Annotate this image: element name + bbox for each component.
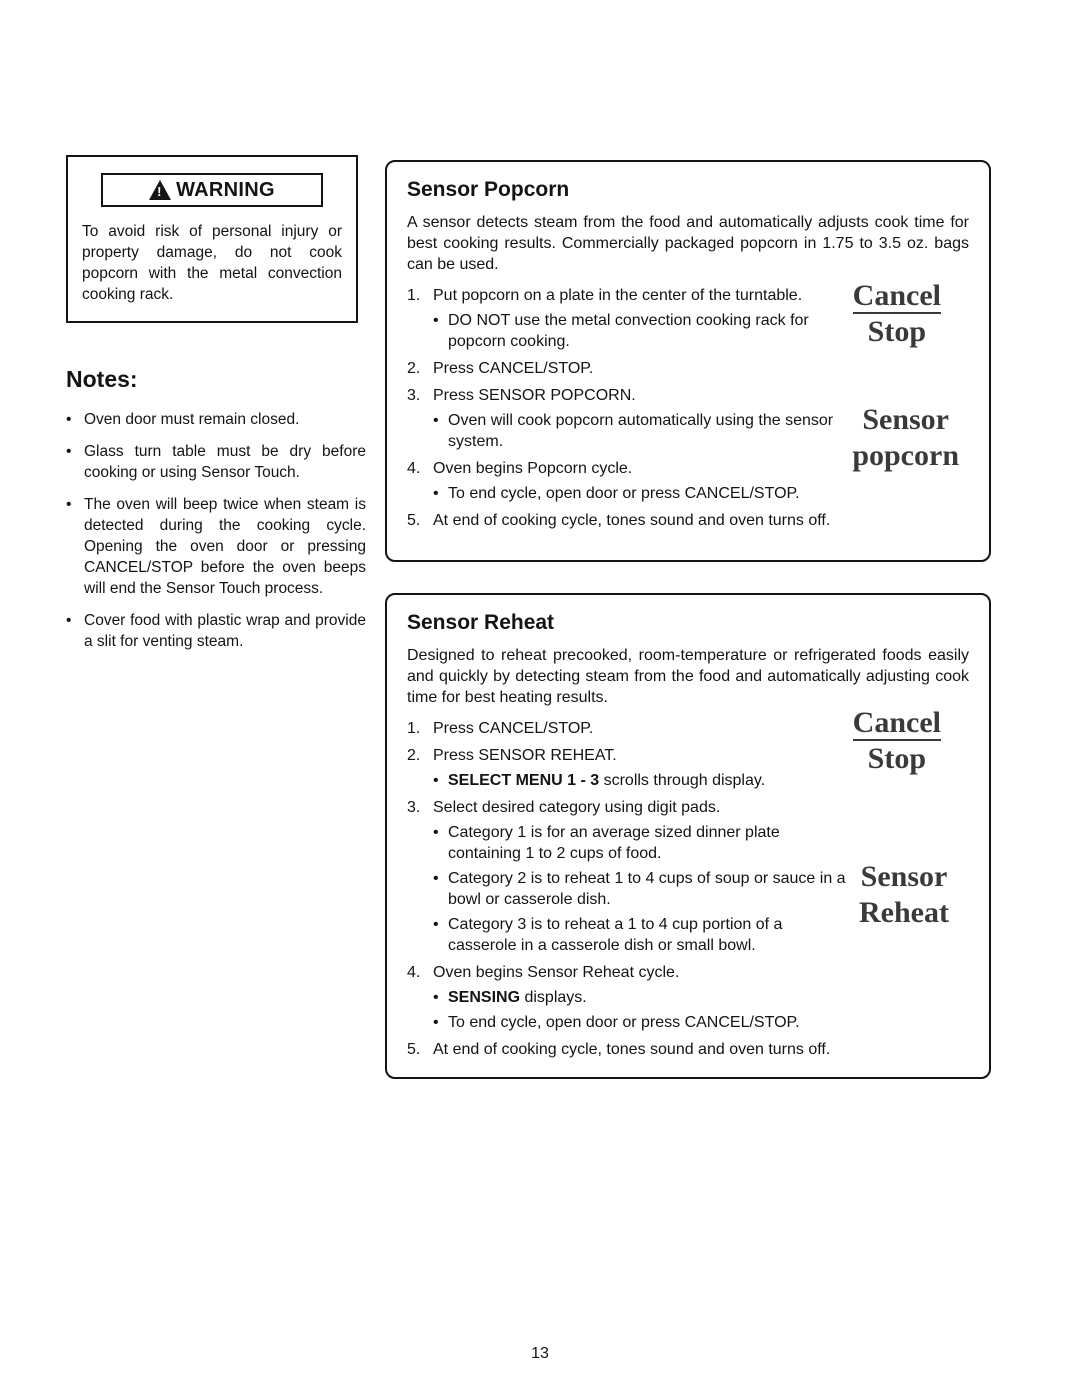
sub-bullet: [407, 914, 853, 956]
sub-bullet: [407, 770, 853, 791]
sub-text: To end cycle, open door or press CANCEL/STOP.: [448, 1014, 800, 1031]
bullet-icon: •: [66, 612, 72, 629]
step: [407, 510, 853, 531]
stop-word: Stop: [867, 742, 927, 775]
step: [407, 962, 853, 983]
step-text: Press CANCEL/STOP.: [433, 360, 594, 377]
step-number: 1.: [407, 720, 421, 737]
step-text: Oven begins Popcorn cycle.: [433, 460, 633, 477]
bullet-icon: •: [66, 496, 72, 513]
sub-bullet: [407, 410, 853, 452]
bullet-icon: •: [433, 870, 439, 887]
sub-text-rest: displays.: [520, 989, 587, 1006]
cancel-word: Cancel: [852, 706, 941, 739]
sub-bullet: [407, 987, 853, 1008]
bullet-icon: •: [433, 824, 439, 841]
bullet-icon: •: [66, 411, 72, 428]
bullet-icon: •: [433, 772, 439, 789]
cancel-stop-key-label: [853, 278, 941, 350]
step-number: 3.: [407, 799, 421, 816]
step-number: 4.: [407, 964, 421, 981]
bullet-icon: •: [433, 989, 439, 1006]
step-text: At end of cooking cycle, tones sound and oven turns off.: [433, 1041, 831, 1058]
cancel-word: Cancel: [852, 279, 941, 312]
page-number: 13: [531, 1345, 549, 1362]
step-text: Press SENSOR REHEAT.: [433, 747, 617, 764]
notes-title: Notes:: [66, 366, 138, 392]
stop-word: Stop: [867, 315, 927, 348]
step-number: 3.: [407, 387, 421, 404]
warning-box: [66, 155, 358, 323]
bullet-icon: •: [433, 312, 439, 329]
note-text: The oven will beep twice when steam is detected during the cooking cycle. Opening the oven door or pressing CANCEL/STOP before the oven beeps will end the Sensor Touch process.: [84, 496, 366, 597]
sub-bullet: [407, 822, 853, 864]
sub-text: [448, 770, 853, 791]
step-text: Select desired category using digit pads.: [433, 799, 721, 816]
step-number: 4.: [407, 460, 421, 477]
warning-body-text: To avoid risk of personal injury or property damage, do not cook popcorn with the metal convection cooking rack.: [82, 223, 342, 303]
sub-text: DO NOT use the metal convection cooking rack for popcorn cooking.: [448, 312, 809, 350]
sensor-word: Sensor: [862, 403, 949, 436]
step: [407, 718, 853, 739]
step-number: 1.: [407, 287, 421, 304]
step-number: 5.: [407, 1041, 421, 1058]
section-intro: Designed to reheat precooked, room-temperature or refrigerated foods easily and quickly by detecting steam from the food and automatically adjusting cook time for best heating results.: [407, 647, 969, 706]
note-item: [66, 610, 366, 652]
sub-bullet: [407, 483, 853, 504]
step: [407, 745, 853, 766]
step: [407, 285, 853, 306]
step: [407, 797, 853, 818]
step-text: Press CANCEL/STOP.: [433, 720, 594, 737]
bullet-icon: •: [433, 1014, 439, 1031]
steps-list: [407, 285, 853, 531]
step: [407, 458, 853, 479]
warning-header: [101, 173, 323, 207]
note-text: Cover food with plastic wrap and provide a slit for venting steam.: [84, 612, 366, 650]
sub-text: Category 1 is for an average sized dinner plate containing 1 to 2 cups of food.: [448, 824, 780, 862]
note-text: Glass turn table must be dry before cooking or using Sensor Touch.: [84, 443, 366, 481]
note-item: [66, 494, 366, 599]
step-text: At end of cooking cycle, tones sound and oven turns off.: [433, 512, 831, 529]
popcorn-word: popcorn: [852, 439, 959, 472]
cancel-stop-key-label: [853, 705, 941, 777]
step: [407, 358, 853, 379]
bullet-icon: •: [433, 916, 439, 933]
step-number: 2.: [407, 360, 421, 377]
section-title: Sensor Reheat: [407, 611, 555, 634]
sensor-reheat-key-label: [859, 859, 949, 931]
bullet-icon: •: [66, 443, 72, 460]
step-number: 5.: [407, 512, 421, 529]
step-text: Press SENSOR POPCORN.: [433, 387, 636, 404]
steps-list: [407, 718, 853, 1060]
sensor-word: Sensor: [860, 860, 948, 893]
warning-title: WARNING: [176, 178, 275, 201]
reheat-word: Reheat: [859, 896, 949, 929]
sub-text: Oven will cook popcorn automatically using the sensor system.: [448, 412, 834, 450]
sub-bullet: [407, 1012, 853, 1033]
section-intro: A sensor detects steam from the food and automatically adjusts cook time for best cooking results. Commercially packaged popcorn in 1.75 to 3.5 oz. bags can be used.: [407, 214, 969, 273]
step-text: Oven begins Sensor Reheat cycle.: [433, 964, 680, 981]
step: [407, 1039, 853, 1060]
sensor-popcorn-key-label: [852, 402, 959, 474]
bullet-icon: •: [433, 412, 439, 429]
notes-section: [66, 366, 366, 663]
note-item: [66, 409, 366, 430]
step: [407, 385, 853, 406]
sub-text-bold: SELECT MENU 1 - 3: [448, 772, 600, 789]
note-item: [66, 441, 366, 483]
warning-triangle-icon: !: [149, 180, 171, 200]
sub-text: [448, 987, 853, 1008]
bullet-icon: •: [433, 485, 439, 502]
sensor-popcorn-section: [385, 160, 991, 562]
sub-text-rest: scrolls through display.: [599, 772, 766, 789]
step-number: 2.: [407, 747, 421, 764]
sub-text: Category 2 is to reheat 1 to 4 cups of soup or sauce in a bowl or casserole dish.: [448, 870, 846, 908]
sensor-reheat-section: [385, 593, 991, 1079]
note-text: Oven door must remain closed.: [84, 411, 300, 428]
sub-text-bold: SENSING: [448, 989, 521, 1006]
sub-text: To end cycle, open door or press CANCEL/STOP.: [448, 485, 800, 502]
section-title: Sensor Popcorn: [407, 178, 570, 201]
step-text: Put popcorn on a plate in the center of the turntable.: [433, 287, 803, 304]
sub-bullet: [407, 868, 853, 910]
sub-bullet: [407, 310, 853, 352]
sub-text: Category 3 is to reheat a 1 to 4 cup portion of a casserole in a casserole dish or small bowl.: [448, 916, 783, 954]
